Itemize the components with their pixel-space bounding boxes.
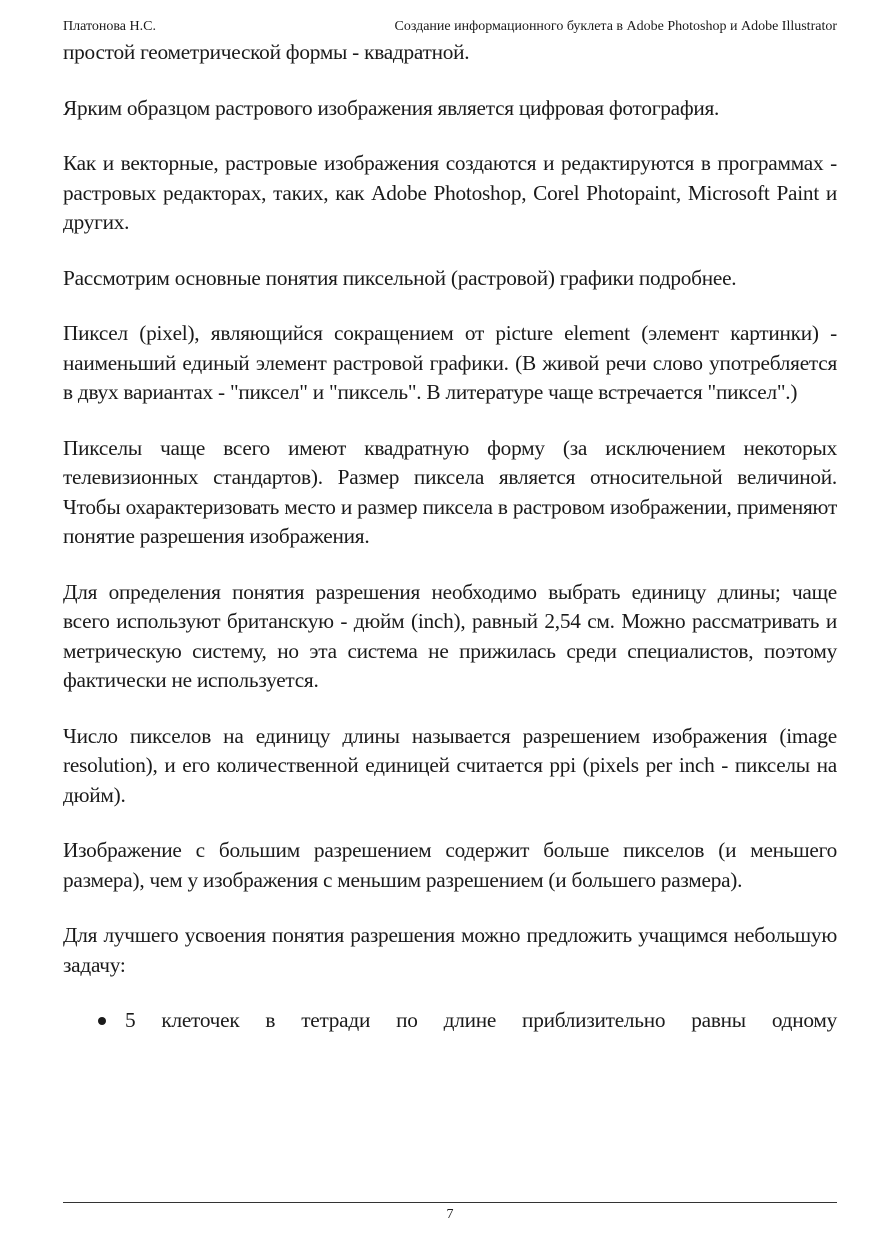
paragraph: Как и векторные, растровые изображения создаются и редактируются в программах - растровых редакторах, таких, как Adobe Photoshop, Corel Photopaint, Microsoft Paint и других. [63, 151, 837, 234]
list-item-text: 5 клеточек в тетради по длине приблизительно равны одному [125, 1008, 837, 1032]
paragraph: Для определения понятия разрешения необходимо выбрать единицу длины; чаще всего используют британскую - дюйм (inch), равный 2,54 см. Можно рассматривать и метрическую систему, но эта система не прижилась среди специалистов, поэтому фактически не используется. [63, 579, 837, 692]
footer-divider [63, 1202, 837, 1203]
paragraph: Пиксел (pixel), являющийся сокращением от picture element (элемент картинки) - наименьший единый элемент растровой графики. (В живой речи слово употребляется в двух вариантах - "пиксел" и "пиксель". В литературе чаще встречается "пиксел".) [63, 321, 837, 404]
header-author: Платонова Н.С. [63, 19, 156, 34]
paragraph: Рассмотрим основные понятия пиксельной (растровой) графики подробнее. [63, 265, 737, 290]
paragraph: Для лучшего усвоения понятия разрешения можно предложить учащимся небольшую задачу: [63, 923, 837, 977]
page-body [63, 38, 837, 1036]
page-number: 7 [446, 1207, 454, 1222]
bullet-list [63, 1006, 837, 1036]
paragraph: Изображение с большим разрешением содержит больше пикселов (и меньшего размера), чем у изображения с меньшим разрешением (и большего размера). [63, 838, 837, 892]
running-header [63, 17, 837, 37]
paragraph: Ярким образцом растрового изображения является цифровая фотография. [63, 95, 720, 120]
paragraph: Число пикселов на единицу длины называется разрешением изображения (image resolution), и его количественной единицей считается ppi (pixels per inch - пикселы на дюйм). [63, 723, 837, 807]
bullet-icon [98, 1017, 106, 1025]
paragraph: Пикселы чаще всего имеют квадратную форму (за исключением некоторых телевизионных стандартов). Размер пиксела является относительной величиной. Чтобы охарактеризовать место и размер пиксела в растровом изображении, применяют понятие разрешения изображения. [63, 435, 837, 548]
paragraph: простой геометрической формы - квадратной. [63, 40, 470, 64]
header-book-title: Создание информационного буклета в Adobe Photoshop и Adobe Illustrator [394, 19, 837, 34]
list-item [63, 1006, 837, 1036]
